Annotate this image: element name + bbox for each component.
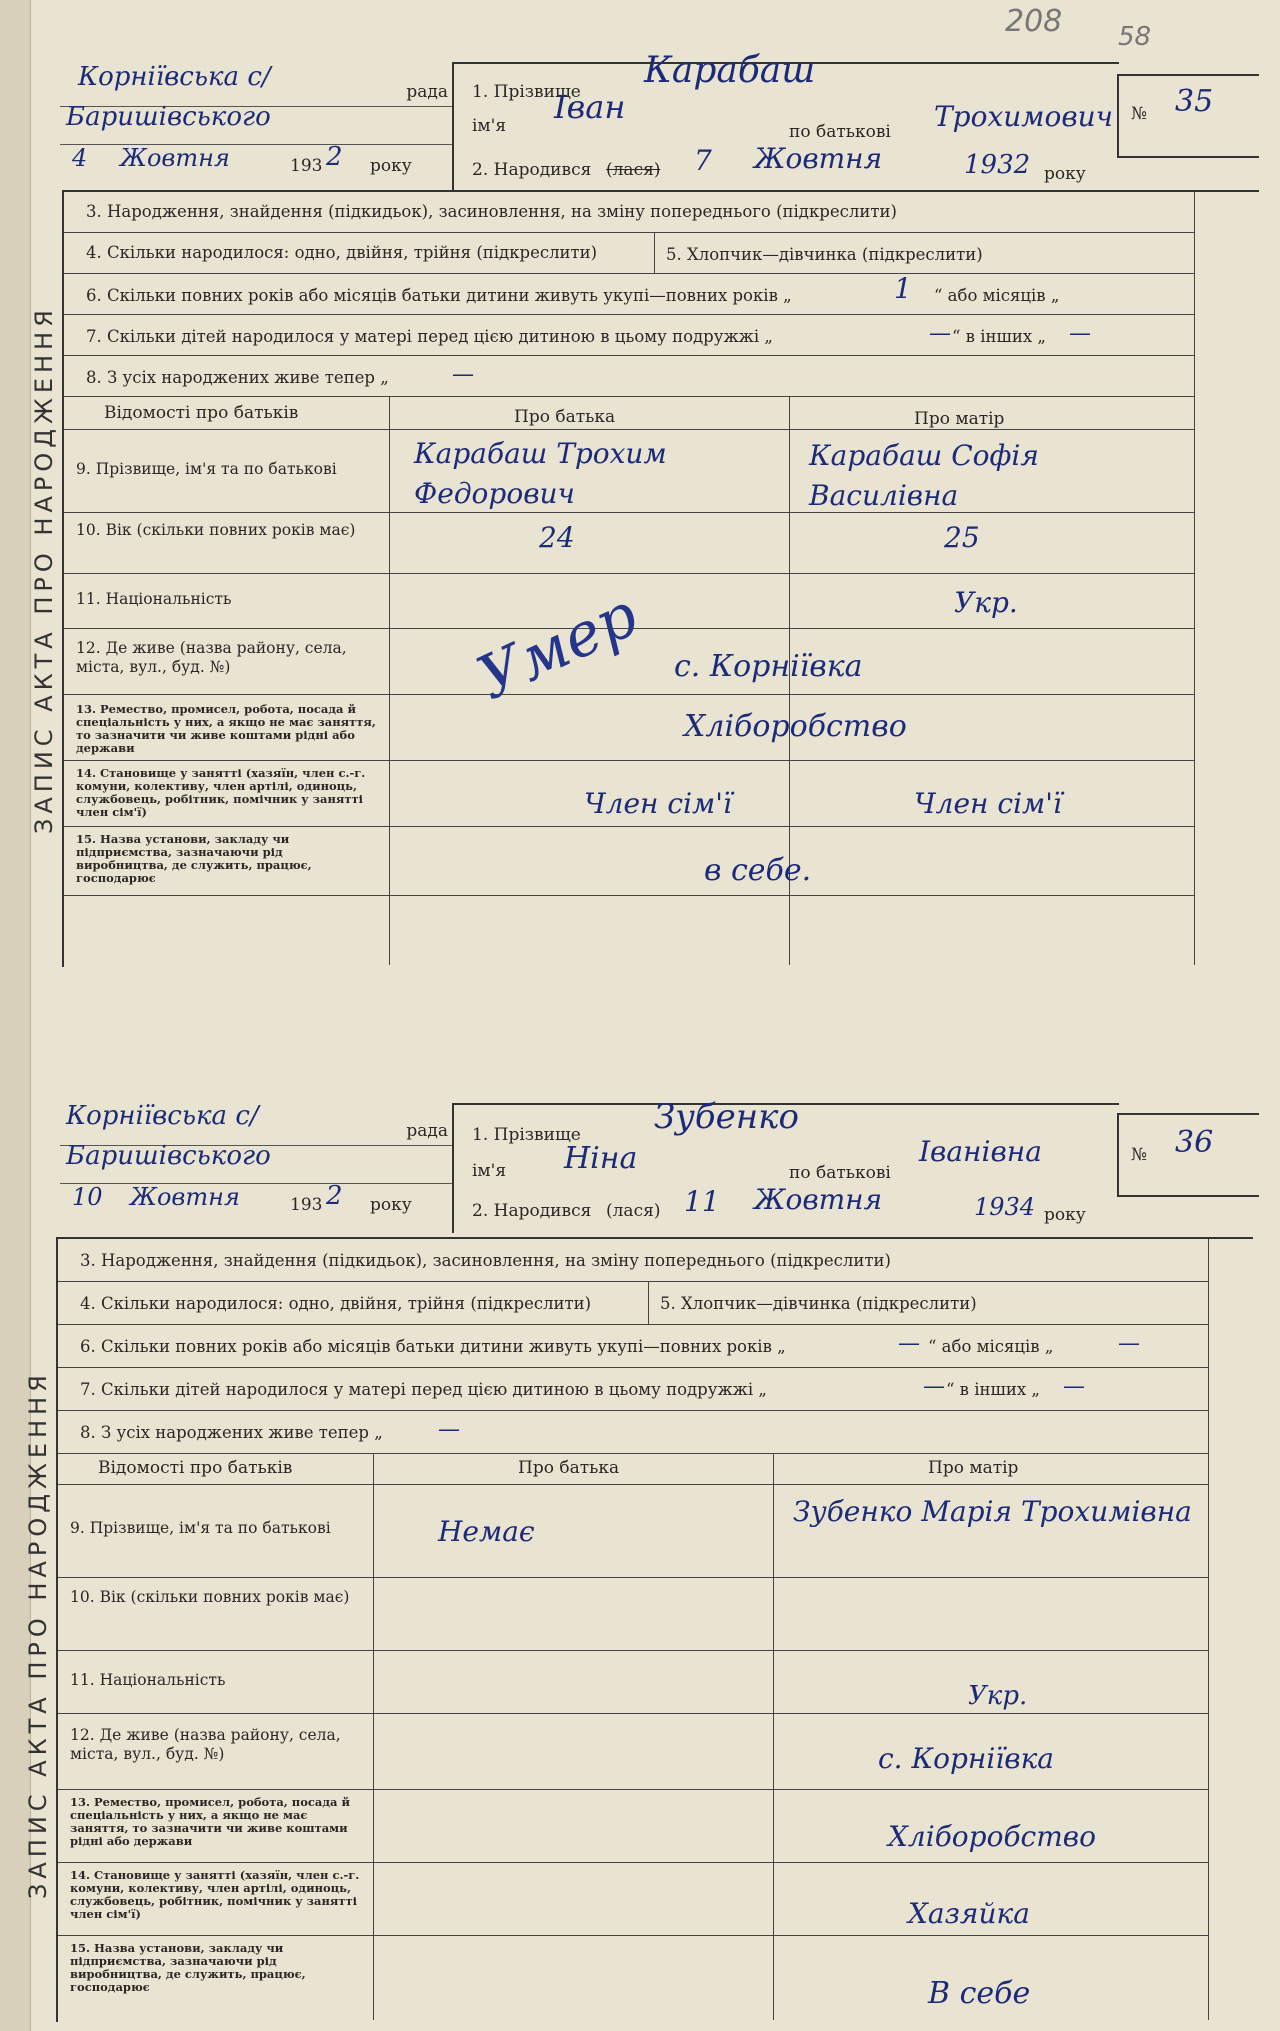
mother-status: Член сім'ї [914,787,1062,820]
raion-value: Баришівського [66,102,271,132]
council-block [60,62,452,190]
row-7-value: — [923,1374,945,1399]
surname-label: 1. Прізвище [472,82,581,102]
record-grid [56,1237,1253,2022]
row-5-label: 5. Хлопчик—дівчинка (підкреслити) [660,1294,977,1313]
occupation: Хліборобство [684,709,907,744]
row-9-label: 9. Прізвище, ім'я та по батькові [70,1519,331,1537]
row-10-label: 10. Вік (скільки повних років має) [70,1588,350,1606]
surname-value: Карабаш [644,50,816,91]
record-number: 35 [1175,84,1214,119]
number-sign: № [1131,104,1148,124]
birth-day: 11 [684,1185,720,1218]
reg-month: Жовтня [130,1183,240,1211]
patronymic-label: по батькові [789,1163,891,1183]
name-value: Іван [554,88,626,126]
row-14-label: 14. Становище у занятті (хазяїн, член с.-г. комуни, колективу, член артілі, одиноць, службовець, робітник, помічник у занятті член сім'ї) [70,1868,360,1921]
record-number: 36 [1175,1125,1214,1160]
mother-name: Карабаш Софія Василівна [809,439,1039,512]
row-14-label: 14. Становище у занятті (хазяїн, член с.-г. комуни, колективу, член артілі, одиноць, службовець, робітник, помічник у занятті член сім'ї) [76,766,366,819]
record-header [20,1075,1258,1225]
row-12-label: 12. Де живе (назва району, села, міста, вул., буд. №) [76,639,347,676]
residence: с. Корніївка [674,649,863,684]
mother-status: Хазяйка [908,1897,1030,1930]
row-12-label: 12. Де живе (назва району, села, міста, вул., буд. №) [70,1726,341,1763]
workplace: В себе [928,1976,1031,2011]
row-8-label: 8. З усіх народжених живе тепер „ [80,1423,383,1442]
row-11-label: 11. Національність [70,1671,226,1689]
margin-note-died: Умер [467,579,648,715]
row-6-label: 6. Скільки повних років або місяців батьки дитини живуть укупі—повних років „ [86,286,792,305]
record-number-box [1117,1113,1259,1197]
parents-head: Відомості про батьків [104,403,299,423]
row-13-label: 13. Ремество, промисел, робота, посада й спеціальність у них, а якщо не має заняття, то зазначити чи живе коштами рідні або держави [70,1795,350,1848]
birth-record-35 [20,40,1258,965]
row-15-label: 15. Назва установи, закладу чи підприємства, зазначаючи рід виробництва, де служить, працює, господарює [70,1941,306,1994]
child-identity-block [452,50,1119,192]
row-5-label: 5. Хлопчик—дівчинка (підкреслити) [666,245,983,264]
name-label: ім'я [472,1161,507,1181]
roku-label-2: року [1044,164,1086,184]
sheet-number: 58 [1118,22,1152,52]
council-block [60,1101,452,1229]
patronymic-label: по батькові [789,122,891,142]
row-6-months-label: “ або місяців „ [934,286,1060,305]
row-4-label: 4. Скільки народилося: одно, двійня, трійня (підкреслити) [86,243,598,262]
name-value: Ніна [564,1141,638,1176]
birth-month: Жовтня [754,142,883,175]
father-status: Член сім'ї [584,787,732,820]
record-side-label: ЗАПИС АКТА ПРО НАРОДЖЕННЯ [24,1370,52,1900]
row-7-other-label: “ в інших „ [952,327,1046,346]
patronymic-value: Іванівна [919,1135,1042,1168]
row-10-label: 10. Вік (скільки повних років має) [76,521,356,539]
row-7-other-value: — [1069,321,1091,346]
mother-name: Зубенко Марія Трохимівна [793,1495,1192,1528]
mother-nationality: Укр. [968,1681,1028,1711]
roku-label: року [370,156,412,176]
rada-label: рада [406,82,448,102]
birth-year: 1934 [974,1193,1036,1221]
reg-year-digit: 2 [326,142,343,172]
row-7-label: 7. Скільки дітей народилося у матері перед цією дитиною в цьому подружжі „ [86,327,773,346]
record-side-label: ЗАПИС АКТА ПРО НАРОДЖЕННЯ [30,305,58,835]
roku-label-2: року [1044,1205,1086,1225]
row-8-label: 8. З усіх народжених живе тепер „ [86,368,389,387]
reg-day: 10 [72,1183,103,1211]
row-7-other-value: — [1063,1374,1085,1399]
row-6-label: 6. Скільки повних років або місяців батьки дитини живуть укупі—повних років „ [80,1337,786,1356]
reg-year-digit: 2 [326,1181,343,1211]
reg-month: Жовтня [120,144,230,172]
mother-head: Про матір [914,409,1005,429]
row-6-years: — [898,1331,920,1356]
record-number-box [1117,74,1259,158]
birth-record-36 [20,1075,1258,2020]
occupation: Хліборобство [888,1820,1096,1853]
born-struck: (лася) [606,1201,661,1221]
number-sign: № [1131,1145,1148,1165]
row-11-label: 11. Національність [76,590,232,608]
father-name: Немає [438,1515,535,1548]
row-6-months-label: “ або місяців „ [928,1337,1054,1356]
raion-value: Баришівського [66,1141,271,1171]
row-4-label: 4. Скільки народилося: одно, двійня, трійня (підкреслити) [80,1294,592,1313]
surname-label: 1. Прізвище [472,1125,581,1145]
patronymic-value: Трохимович [934,100,1114,133]
born-label: 2. Народився [472,160,592,180]
row-3-label: 3. Народження, знайдення (підкидьок), засиновлення, на зміну попереднього (підкреслити) [86,202,897,221]
year-prefix: 193 [290,1195,323,1215]
rada-value: Корніївська с/ [78,62,271,92]
residence: с. Корніївка [878,1742,1054,1775]
born-struck: (лася) [606,160,661,180]
row-15-label: 15. Назва установи, закладу чи підприємства, зазначаючи рід виробництва, де служить, працює, господарює [76,832,312,885]
born-label: 2. Народився [472,1201,592,1221]
row-8-value: — [438,1417,460,1442]
row-8-value: — [452,362,474,387]
birth-day: 7 [694,144,712,177]
mother-nationality: Укр. [954,586,1018,619]
row-13-label: 13. Ремество, промисел, робота, посада й спеціальність у них, а якщо не має заняття, то зазначити чи живе коштами рідні або держави [76,702,376,755]
birth-year: 1932 [964,150,1031,180]
record-grid [62,190,1259,967]
mother-head: Про матір [928,1458,1019,1478]
rada-value: Корніївська с/ [66,1101,259,1131]
row-7-other-label: “ в інших „ [946,1380,1040,1399]
father-name: Карабаш Трохим Федорович [414,437,667,510]
parents-head: Відомості про батьків [98,1458,293,1478]
father-head: Про батька [518,1458,620,1478]
row-9-label: 9. Прізвище, ім'я та по батькові [76,460,337,478]
roku-label: року [370,1195,412,1215]
father-head: Про батька [514,407,616,427]
father-age: 24 [539,521,575,554]
birth-month: Жовтня [754,1183,883,1216]
record-header [20,40,1258,190]
child-identity-block [452,1097,1119,1233]
row-7-value: — [929,321,951,346]
row-3-label: 3. Народження, знайдення (підкидьок), засиновлення, на зміну попереднього (підкреслити) [80,1251,891,1270]
reg-day: 4 [72,144,88,172]
archive-page-number: 208 [1005,4,1063,39]
rada-label: рада [406,1121,448,1141]
name-label: ім'я [472,116,507,136]
year-prefix: 193 [290,156,323,176]
mother-age: 25 [944,521,980,554]
row-6-months: — [1118,1331,1140,1356]
surname-value: Зубенко [654,1097,799,1137]
row-6-years: 1 [894,272,912,305]
row-7-label: 7. Скільки дітей народилося у матері перед цією дитиною в цьому подружжі „ [80,1380,767,1399]
workplace: в себе. [704,853,812,888]
